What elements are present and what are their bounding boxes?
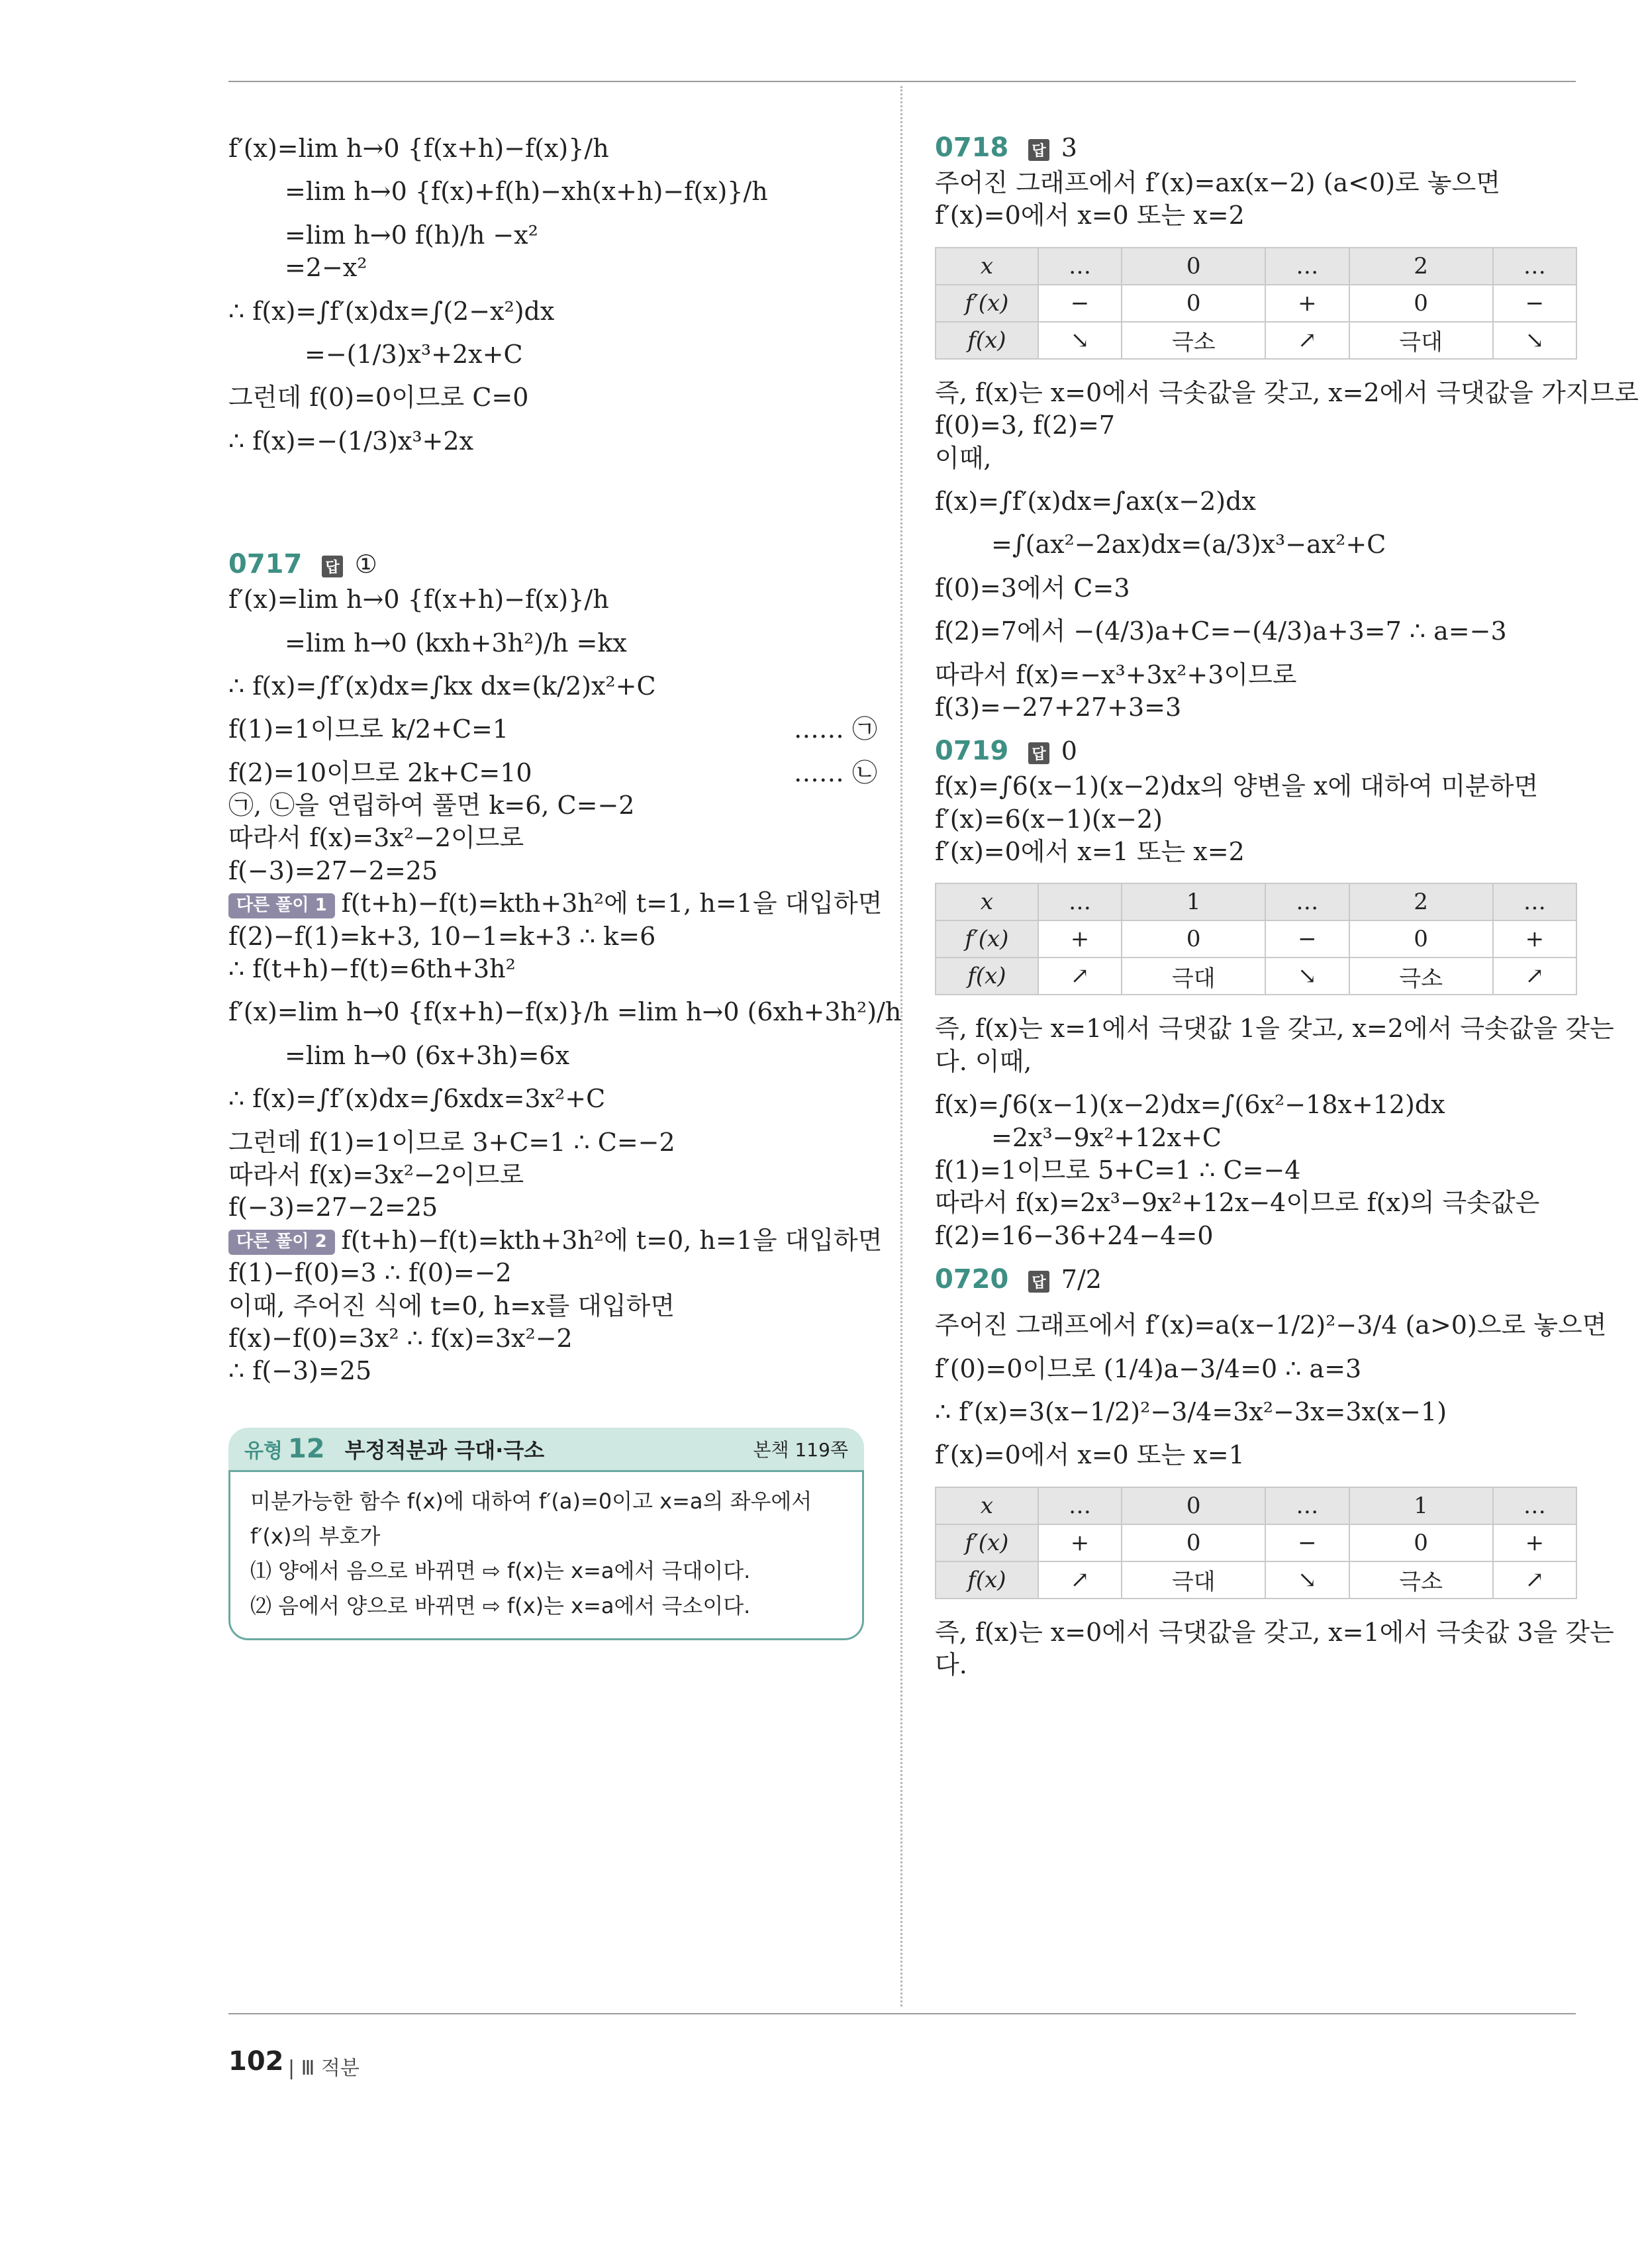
problem-number: 0718 (935, 132, 1009, 163)
solution-line: f′(x)=lim h→0 {f(x+h)−f(x)}/h (228, 585, 609, 615)
solution-line: f(x)=∫f′(x)dx=∫ax(x−2)dx (935, 486, 1256, 516)
solution-line: =−(1/3)x³+2x+C (305, 339, 523, 369)
table-row (936, 1561, 1576, 1599)
table-cell: − (1493, 285, 1576, 322)
problem-number: 0720 (935, 1264, 1009, 1295)
solution-line: f′(0)=0이므로 (1/4)a−3/4=0 ∴ a=3 (935, 1354, 1362, 1383)
right-column (935, 132, 1639, 1682)
table-cell: 0 (1122, 285, 1265, 322)
type-page-ref: 본책 119쪽 (753, 1438, 848, 1461)
table-cell: … (1265, 248, 1349, 285)
solution-line: 따라서 f(x)=2x³−9x²+12x−4이므로 f(x)의 극솟값은 (935, 1188, 1540, 1218)
solution-line: f(1)−f(0)=3 ∴ f(0)=−2 (228, 1258, 512, 1288)
solution-line: f(x)−f(0)=3x² ∴ f(x)=3x²−2 (228, 1323, 573, 1353)
alt-solution-2 (228, 1224, 883, 1257)
solution-line: 즉, f(x)는 x=1에서 극댓값 1을 갖고, x=2에서 극솟값을 갖는 (935, 1014, 1614, 1044)
equation-mark: …… ㉡ (793, 758, 877, 787)
answer-value: 0 (1061, 736, 1077, 766)
solution-line: ∴ f(x)=−(1/3)x³+2x (228, 426, 473, 456)
alt-solution-badge: 다른 풀이 1 (228, 893, 335, 918)
type-summary-body (228, 1470, 864, 1640)
table-cell: f(x) (936, 958, 1038, 995)
left-column (228, 132, 902, 1640)
table-cell: ↗ (1493, 958, 1576, 995)
type-label: 유형 (244, 1439, 283, 1463)
solution-line: 이때, 주어진 식에 t=0, h=x를 대입하면 (228, 1291, 675, 1320)
solution-line: f(0)=3에서 C=3 (935, 573, 1130, 603)
solution-line: ∴ f(t+h)−f(t)=6th+3h² (228, 954, 516, 984)
table-cell: 0 (1122, 1524, 1265, 1561)
table-cell: 2 (1349, 248, 1493, 285)
solution-line: 주어진 그래프에서 f′(x)=ax(x−2) (a<0)로 놓으면 (935, 168, 1500, 197)
solution-line: ∴ f(−3)=25 (228, 1356, 372, 1386)
table-cell: + (1038, 1524, 1122, 1561)
solution-line: =lim h→0 f(h)/h −x² (285, 220, 538, 250)
solution-line: 따라서 f(x)=3x²−2이므로 (228, 823, 524, 853)
table-cell: ↗ (1265, 322, 1349, 359)
problem-header-0720 (935, 1264, 1577, 1295)
table-cell: … (1265, 1487, 1349, 1524)
table-cell: x (936, 883, 1038, 920)
answer-icon: 답 (1028, 742, 1049, 764)
table-cell: ↘ (1493, 322, 1576, 359)
solution-line (228, 757, 877, 789)
table-row (936, 920, 1576, 958)
sign-table (935, 1487, 1577, 1599)
table-cell: 0 (1122, 248, 1265, 285)
solution-line: 따라서 f(x)=−x³+3x²+3이므로 (935, 660, 1297, 689)
solution-line: f(x)=∫6(x−1)(x−2)dx=∫(6x²−18x+12)dx (935, 1090, 1445, 1120)
table-cell: x (936, 1487, 1038, 1524)
type-summary-line: ⑴ 양에서 음으로 바뀌면 ⇨ f(x)는 x=a에서 극대이다. (250, 1558, 751, 1584)
type-summary-header (228, 1428, 864, 1470)
table-cell: … (1493, 883, 1576, 920)
table-cell: 극대 (1349, 322, 1493, 359)
alt-solution-text: f(t+h)−f(t)=kth+3h²에 t=0, h=1을 대입하면 (341, 1225, 883, 1255)
solution-line: f(x)=∫6(x−1)(x−2)dx의 양변을 x에 대하여 미분하면 (935, 771, 1539, 801)
table-cell: f(x) (936, 322, 1038, 359)
solution-line: f′(x)=6(x−1)(x−2) (935, 804, 1163, 834)
solution-line: 다. 이때, (935, 1046, 1032, 1076)
type-summary-line: ⑵ 음에서 양으로 바뀌면 ⇨ f(x)는 x=a에서 극소이다. (250, 1593, 751, 1619)
table-cell: 극대 (1122, 958, 1265, 995)
table-row (936, 958, 1576, 995)
solution-line: f(3)=−27+27+3=3 (935, 692, 1182, 722)
alt-solution-1 (228, 887, 883, 920)
table-cell: ↘ (1265, 1561, 1349, 1599)
type-summary-box (228, 1428, 864, 1640)
solution-line: ∴ f′(x)=3(x−1/2)²−3/4=3x²−3x=3x(x−1) (935, 1397, 1447, 1426)
table-cell: … (1265, 883, 1349, 920)
answer-icon: 답 (322, 556, 342, 577)
alt-solution-badge: 다른 풀이 2 (228, 1230, 335, 1255)
type-summary-line: 미분가능한 함수 f(x)에 대하여 f′(a)=0이고 x=a의 좌우에서 (250, 1488, 812, 1514)
table-cell: 0 (1349, 920, 1493, 958)
problem-number: 0719 (935, 736, 1009, 767)
table-row (936, 883, 1576, 920)
table-cell: … (1038, 1487, 1122, 1524)
type-title: 부정적분과 극대·극소 (344, 1437, 545, 1463)
solution-line: f′(x)=0에서 x=1 또는 x=2 (935, 837, 1245, 867)
table-row (936, 1487, 1576, 1524)
solution-line: ㉠, ㉡을 연립하여 풀면 k=6, C=−2 (228, 791, 635, 820)
table-row (936, 322, 1576, 359)
solution-line: =2−x² (285, 253, 367, 283)
solution-line: f′(x)=lim h→0 {f(x+h)−f(x)}/h (228, 134, 609, 163)
solution-line: 그런데 f(0)=0이므로 C=0 (228, 383, 529, 413)
equation-text: f(1)=1이므로 k/2+C=1 (228, 715, 509, 744)
page-number: 102 (228, 2046, 284, 2077)
table-cell: − (1038, 285, 1122, 322)
solution-line: f′(x)=0에서 x=0 또는 x=1 (935, 1440, 1245, 1470)
solution-line: =lim h→0 (6x+3h)=6x (285, 1040, 570, 1070)
answer-value: 3 (1061, 133, 1077, 162)
table-cell: 2 (1349, 883, 1493, 920)
solution-line: f(−3)=27−2=25 (228, 856, 438, 885)
table-cell: ↗ (1493, 1561, 1576, 1599)
solution-line: 즉, f(x)는 x=0에서 극댓값을 갖고, x=1에서 극솟값 3을 갖는 (935, 1617, 1614, 1647)
table-cell: 0 (1349, 1524, 1493, 1561)
table-row (936, 1524, 1576, 1561)
table-cell: f′(x) (936, 920, 1038, 958)
solution-line: ∴ f(x)=∫f′(x)dx=∫(2−x²)dx (228, 296, 555, 326)
table-cell: 극소 (1122, 322, 1265, 359)
problem-header-0718 (935, 132, 1577, 163)
solution-line: f′(x)=0에서 x=0 또는 x=2 (935, 201, 1245, 230)
column-divider (900, 86, 902, 2006)
table-row (936, 248, 1576, 285)
table-cell: ↗ (1038, 1561, 1122, 1599)
solution-line: ∴ f(x)=∫f′(x)dx=∫kx dx=(k/2)x²+C (228, 671, 656, 701)
equation-mark: …… ㉠ (793, 715, 877, 744)
table-row (936, 285, 1576, 322)
sign-table (935, 883, 1577, 995)
table-cell: f(x) (936, 1561, 1038, 1599)
bottom-rule (228, 2013, 1576, 2014)
type-summary-line: f′(x)의 부호가 (250, 1523, 381, 1549)
alt-solution-text: f(t+h)−f(t)=kth+3h²에 t=1, h=1을 대입하면 (341, 889, 883, 918)
table-cell: − (1265, 920, 1349, 958)
table-cell: … (1038, 883, 1122, 920)
equation-text: f(2)=10이므로 2k+C=10 (228, 758, 532, 787)
table-cell: 극대 (1122, 1561, 1265, 1599)
table-cell: … (1038, 248, 1122, 285)
solution-line: =lim h→0 {f(x)+f(h)−xh(x+h)−f(x)}/h (285, 177, 768, 207)
answer-icon: 답 (1028, 1271, 1049, 1293)
solution-line: =2x³−9x²+12x+C (991, 1122, 1222, 1152)
table-cell: … (1493, 248, 1576, 285)
answer-value: 7/2 (1061, 1265, 1102, 1295)
table-cell: 0 (1122, 920, 1265, 958)
table-cell: 0 (1122, 1487, 1265, 1524)
table-cell: … (1493, 1487, 1576, 1524)
problem-header-0719 (935, 736, 1577, 766)
table-cell: + (1493, 1524, 1576, 1561)
problem-number: 0717 (228, 549, 303, 580)
chapter-label: | Ⅲ 적분 (288, 2057, 360, 2080)
table-cell: ↗ (1038, 958, 1122, 995)
solution-line: f(−3)=27−2=25 (228, 1193, 438, 1222)
table-cell: 극소 (1349, 958, 1493, 995)
table-cell: x (936, 248, 1038, 285)
problem-header-0717 (228, 549, 877, 579)
table-cell: 1 (1349, 1487, 1493, 1524)
table-cell: ↘ (1038, 322, 1122, 359)
solution-line: =∫(ax²−2ax)dx=(a/3)x³−ax²+C (991, 530, 1386, 560)
table-cell: ↘ (1265, 958, 1349, 995)
table-cell: + (1493, 920, 1576, 958)
solution-line: 주어진 그래프에서 f′(x)=a(x−1/2)²−3/4 (a>0)으로 놓으면 (935, 1310, 1607, 1340)
answer-value: ① (354, 550, 377, 579)
table-cell: − (1265, 1524, 1349, 1561)
table-cell: f′(x) (936, 285, 1038, 322)
solution-line: 다. (935, 1650, 967, 1680)
top-rule (228, 81, 1576, 82)
table-cell: 1 (1122, 883, 1265, 920)
solution-line: f(0)=3, f(2)=7 (935, 411, 1115, 440)
solution-line: ∴ f(x)=∫f′(x)dx=∫6xdx=3x²+C (228, 1084, 606, 1114)
solution-line: f(1)=1이므로 5+C=1 ∴ C=−4 (935, 1156, 1301, 1185)
solution-line: f′(x)=lim h→0 {f(x+h)−f(x)}/h =lim h→0 (6xh+3h²)/h (228, 997, 902, 1027)
solution-line: 그런데 f(1)=1이므로 3+C=1 ∴ C=−2 (228, 1127, 675, 1157)
table-cell: + (1265, 285, 1349, 322)
type-number: 12 (287, 1433, 325, 1464)
solution-line: f(2)−f(1)=k+3, 10−1=k+3 ∴ k=6 (228, 921, 656, 951)
sign-table (935, 247, 1577, 360)
solution-line: =lim h→0 (kxh+3h²)/h =kx (285, 628, 627, 658)
solution-line: f(2)=7에서 −(4/3)a+C=−(4/3)a+3=7 ∴ a=−3 (935, 616, 1507, 646)
answer-icon: 답 (1028, 139, 1049, 161)
table-cell: + (1038, 920, 1122, 958)
solution-line: 즉, f(x)는 x=0에서 극솟값을 갖고, x=2에서 극댓값을 가지므로 (935, 377, 1639, 407)
table-cell: f′(x) (936, 1524, 1038, 1561)
solution-line: 따라서 f(x)=3x²−2이므로 (228, 1159, 524, 1189)
table-cell: 극소 (1349, 1561, 1493, 1599)
table-cell: 0 (1349, 285, 1493, 322)
solution-line: 이때, (935, 443, 992, 473)
solution-line: f(2)=16−36+24−4=0 (935, 1220, 1214, 1250)
solution-line (228, 713, 877, 746)
